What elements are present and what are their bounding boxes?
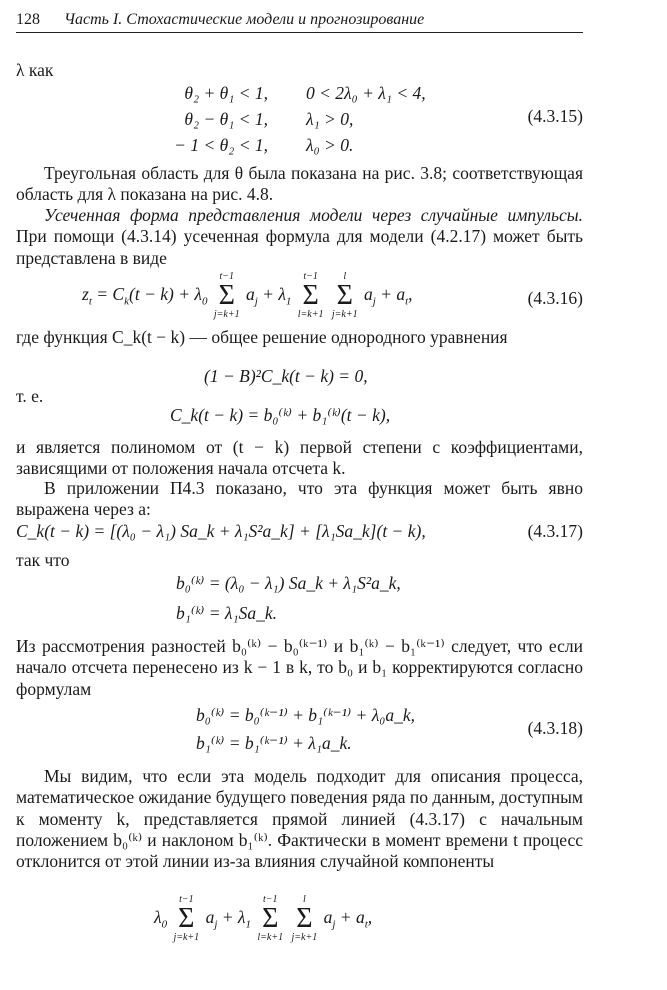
sum-1-top: t−1	[219, 271, 234, 282]
eq-final-sum-1: t−1 Σ j=k+1	[173, 894, 200, 943]
final-sum-2-bottom: l=k+1	[257, 932, 284, 943]
eq-4316-c-sub: k	[124, 295, 129, 308]
eq-final-lambda1: + λ	[217, 907, 246, 928]
eq-4316-aj: a	[241, 284, 255, 305]
paragraph-3: где функция C_k(t − k) — общее решение однородного уравнения	[16, 327, 508, 347]
eq-4316-sum-2: t−1 Σ l=k+1	[297, 271, 324, 320]
equation-b0: b₀⁽ᵏ⁾ = (λ₀ − λ₁) Sa_k + λ₁S²a_k,	[176, 573, 401, 593]
eq-4318-line-2: b₁⁽ᵏ⁾ = b₁⁽ᵏ⁻¹⁾ + λ₁a_k.	[196, 733, 352, 753]
paragraph-6: Из рассмотрения разностей b₀⁽ᵏ⁾ − b₀⁽ᵏ⁻¹⁾ и b₁⁽ᵏ⁾ − b₁⁽ᵏ⁻¹⁾ следует, что если начало отсчета перенесено из k − 1 в k, то b₀ и b₁ корректируются согласно формулам	[16, 636, 583, 699]
eq-4316-comma: ,	[408, 284, 413, 305]
paragraph-2-text: При помощи (4.3.14) усеченная формула для модели (4.2.17) может быть представлена в виде	[16, 226, 583, 268]
final-sum-1-top: t−1	[179, 894, 194, 905]
eq-4316-c: = C	[91, 284, 125, 305]
eq-4318-line-1: b₀⁽ᵏ⁾ = b₀⁽ᵏ⁻¹⁾ + b₁⁽ᵏ⁻¹⁾ + λ₀a_k,	[196, 705, 416, 725]
eq-final-at: + a	[335, 907, 365, 928]
eq-4316-number: (4.3.16)	[527, 288, 583, 308]
sum-2-top: t−1	[303, 271, 318, 282]
equation-ck: C_k(t − k) = b₀⁽ᵏ⁾ + b₁⁽ᵏ⁾(t − k),	[170, 405, 391, 425]
equation-4317: C_k(t − k) = [(λ₀ − λ₁) Sa_k + λ₁S²a_k] + [λ₁Sa_k](t − k),	[16, 521, 426, 541]
equations-b	[176, 568, 401, 628]
paragraph-2	[16, 205, 583, 269]
sum-3-bottom: j=k+1	[331, 309, 358, 320]
eq-4316-z: z	[82, 284, 89, 305]
eq-4316-sum-1: t−1 Σ j=k+1	[213, 271, 240, 320]
eq-4316-lambda0-sub: 0	[201, 295, 208, 308]
eq-4315-left-2: θ₂ − θ₁ < 1,	[184, 109, 268, 129]
eq-4316-sum-3: l Σ j=k+1	[331, 271, 358, 320]
eq-final-sum-3: l Σ j=k+1	[291, 894, 318, 943]
eq-4315-right-1: 0 < 2λ₀ + λ₁ < 4,	[306, 83, 426, 103]
eq-final-at-sub: t	[364, 918, 368, 931]
paragraph-1: Треугольная область для θ была показана на рис. 3.8; соответствующая область для λ показана на рис. 4.8.	[16, 163, 583, 205]
equation-4316	[82, 272, 413, 320]
sum-3-top: l	[343, 271, 347, 282]
eq-4316-lambda1-sub: 1	[285, 295, 292, 308]
eq-4316-z-sub: t	[88, 295, 92, 308]
eq-final-sum-2: t−1 Σ l=k+1	[257, 894, 284, 943]
final-sum-2-top: t−1	[262, 894, 278, 905]
paragraph-5: В приложении П4.3 показано, что эта функция может быть явно выражена через a:	[16, 478, 583, 520]
paragraph-4: и является полиномом от (t − k) первой степени с коэффициентами, зависящими от положения начала отсчета k.	[16, 437, 583, 479]
paragraph-te: т. е.	[16, 386, 44, 406]
final-sum-3-top: l	[302, 894, 306, 905]
equation-4318	[196, 701, 415, 757]
final-sum-1-bottom: j=k+1	[173, 932, 200, 943]
eq-final-comma: ,	[367, 907, 373, 928]
eq-4316-part3: (t − k) + λ	[129, 284, 202, 305]
eq-4317-number: (4.3.17)	[527, 521, 583, 541]
eq-final-aj2-sub: j	[332, 918, 336, 931]
eq-final-aj: a	[201, 907, 215, 928]
paragraph-7: Мы видим, что если эта модель подходит для описания процесса, математическое ожидание будущего поведения ряда по данным, доступным к моменту k, представляется прямой линией (4.3.17) с начальным положением b₀⁽ᵏ⁾ и наклоном b₁⁽ᵏ⁾. Фактически в момент времени t процесс отклонится от этой линии из-за влияния случайной компоненты	[16, 766, 583, 872]
equation-homogeneous: (1 − B)²C_k(t − k) = 0,	[204, 366, 368, 386]
page-header	[16, 10, 583, 33]
final-sum-3-bottom: j=k+1	[291, 932, 318, 943]
equation-final	[154, 895, 372, 943]
page-number: 128	[16, 11, 40, 28]
eq-4315-intro: λ как	[16, 60, 54, 80]
eq-4315-number: (4.3.15)	[527, 106, 583, 126]
eq-4316-aj2-sub: j	[372, 295, 376, 308]
eq-4315-right-3: λ₀ > 0.	[306, 135, 354, 155]
eq-4318-number: (4.3.18)	[527, 718, 583, 738]
equation-b1: b₁⁽ᵏ⁾ = λ₁Sa_k.	[176, 603, 277, 623]
eq-final-lambda0: λ	[154, 907, 162, 928]
paragraph-tak: так что	[16, 550, 70, 570]
eq-final-aj-sub: j	[214, 918, 218, 931]
sum-1-bottom: j=k+1	[213, 309, 240, 320]
eq-final-lambda0-sub: 0	[161, 918, 168, 931]
eq-4316-lambda1: + λ	[257, 284, 286, 305]
eq-4316-at: + a	[375, 284, 406, 305]
eq-4316-aj2: a	[359, 284, 373, 305]
eq-4316-at-sub: t	[405, 295, 409, 308]
eq-final-aj2: a	[319, 907, 333, 928]
eq-4315-left-1: θ₂ + θ₁ < 1,	[184, 83, 268, 103]
sum-2-bottom: l=k+1	[297, 309, 324, 320]
eq-4316-aj-sub: j	[254, 295, 258, 308]
eq-4315-right-2: λ₁ > 0,	[306, 109, 354, 129]
eq-final-lambda1-sub: 1	[245, 918, 252, 931]
eq-4315-left-3: − 1 < θ₂ < 1,	[174, 135, 268, 155]
running-title: Часть I. Стохастические модели и прогнозирование	[64, 11, 425, 28]
paragraph-2-italic: Усеченная форма представления модели через случайные импульсы.	[44, 205, 583, 225]
